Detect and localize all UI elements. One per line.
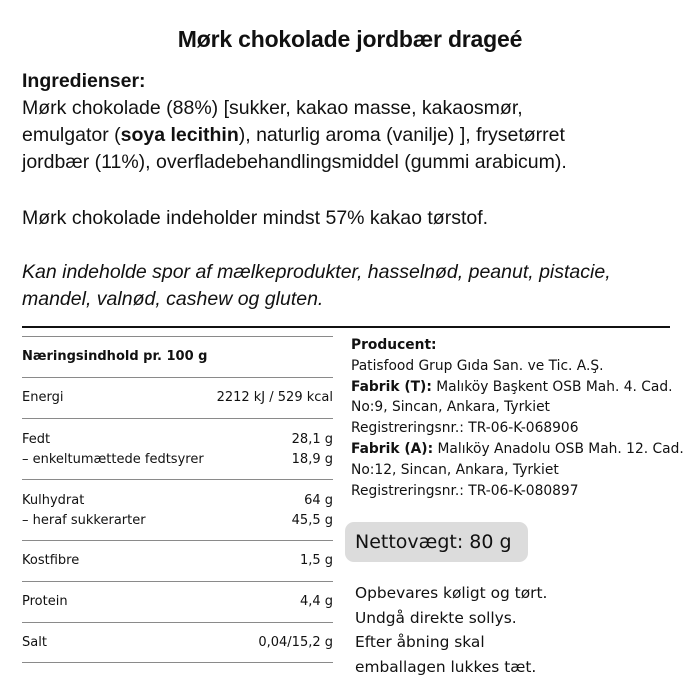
storage-line-3: Efter åbning skal: [355, 633, 485, 651]
table-row: [22, 418, 333, 479]
table-row: [22, 622, 333, 663]
cocoa-content-note: Mørk chokolade indeholder mindst 57% kakao tørstof.: [22, 207, 489, 229]
ingredients-heading: Ingredienser:: [22, 70, 146, 92]
storage-line-1: Opbevares køligt og tørt.: [355, 584, 548, 602]
storage-instructions: [355, 581, 685, 679]
nutrition-header: Næringsindhold pr. 100 g: [22, 349, 208, 364]
ingredients-line-2: [22, 122, 682, 149]
storage-line-4: emballagen lukkes tæt.: [355, 657, 537, 676]
producer-heading: Producent:: [351, 337, 437, 353]
producer-info: [351, 335, 696, 501]
allergen-line-1: Kan indeholde spor af mælkeprodukter, hasselnød, peanut, pistacie,: [22, 261, 611, 283]
nutrient-label: Fedt: [22, 432, 51, 447]
nutrient-sub-value: 45,5 g: [291, 513, 333, 528]
nutrient-label: Kulhydrat: [22, 493, 85, 508]
allergen-line-2: mandel, valnød, cashew og gluten.: [22, 288, 324, 310]
ingredients-section: [22, 68, 682, 176]
nutrient-sub-value: 18,9 g: [291, 452, 333, 467]
nutrient-sub-label: – heraf sukkerarter: [22, 513, 146, 528]
nutrition-table: [22, 336, 333, 663]
product-title: Mørk chokolade jordbær drageé: [177, 26, 523, 52]
nutrient-value: 4,4 g: [299, 594, 333, 609]
nutrition-header-row: [22, 336, 333, 377]
factory-t-registration: Registreringsnr.: TR-06-K-068906: [351, 420, 579, 437]
table-row: [22, 540, 333, 581]
factory-a-address: [351, 439, 696, 460]
factory-t-city: No:9, Sincan, Ankara, Tyrkiet: [351, 399, 550, 416]
nutrient-label: Energi: [22, 390, 64, 405]
factory-t-address: [351, 377, 696, 398]
net-weight-badge: Nettovægt: 80 g: [345, 522, 528, 562]
ingredients-line-1: Mørk chokolade (88%) [sukker, kakao masse, kakaosmør,: [22, 97, 523, 119]
allergen-warning: [22, 259, 682, 313]
allergen-soya: soya lecithin: [120, 124, 239, 146]
nutrient-value: 64 g: [304, 493, 333, 508]
ingredients-text: emulgator (: [22, 124, 121, 146]
factory-a-street: Malıköy Anadolu OSB Mah. 12. Cad.: [433, 440, 684, 457]
storage-line-2: Undgå direkte sollys.: [355, 608, 517, 627]
factory-t-label: Fabrik (T):: [351, 378, 432, 395]
factory-a-registration: Registreringsnr.: TR-06-K-080897: [351, 482, 579, 499]
nutrient-label: Protein: [22, 594, 68, 609]
table-row: [22, 581, 333, 622]
factory-a-city: No:12, Sincan, Ankara, Tyrkiet: [351, 461, 559, 478]
nutrient-value: 0,04/15,2 g: [258, 635, 333, 650]
nutrient-value: 28,1 g: [291, 432, 333, 447]
nutrient-label: Kostfibre: [22, 553, 80, 568]
nutrient-value: 2212 kJ / 529 kcal: [216, 390, 333, 405]
factory-a-label: Fabrik (A):: [351, 440, 434, 457]
nutrient-label: Salt: [22, 635, 47, 650]
section-divider: [22, 326, 670, 328]
producer-company: Patisfood Grup Gıda San. ve Tic. A.Ş.: [351, 357, 604, 374]
ingredients-text: ), naturlig aroma (vanilje) ], frysetørret: [238, 124, 565, 146]
nutrient-sub-label: – enkeltumættede fedtsyrer: [22, 452, 204, 467]
table-row: [22, 377, 333, 418]
table-row: [22, 479, 333, 540]
nutrient-value: 1,5 g: [299, 553, 333, 568]
factory-t-street: Malıköy Başkent OSB Mah. 4. Cad.: [431, 378, 673, 395]
ingredients-line-3: jordbær (11%), overfladebehandlingsmiddel (gummi arabicum).: [22, 151, 567, 173]
